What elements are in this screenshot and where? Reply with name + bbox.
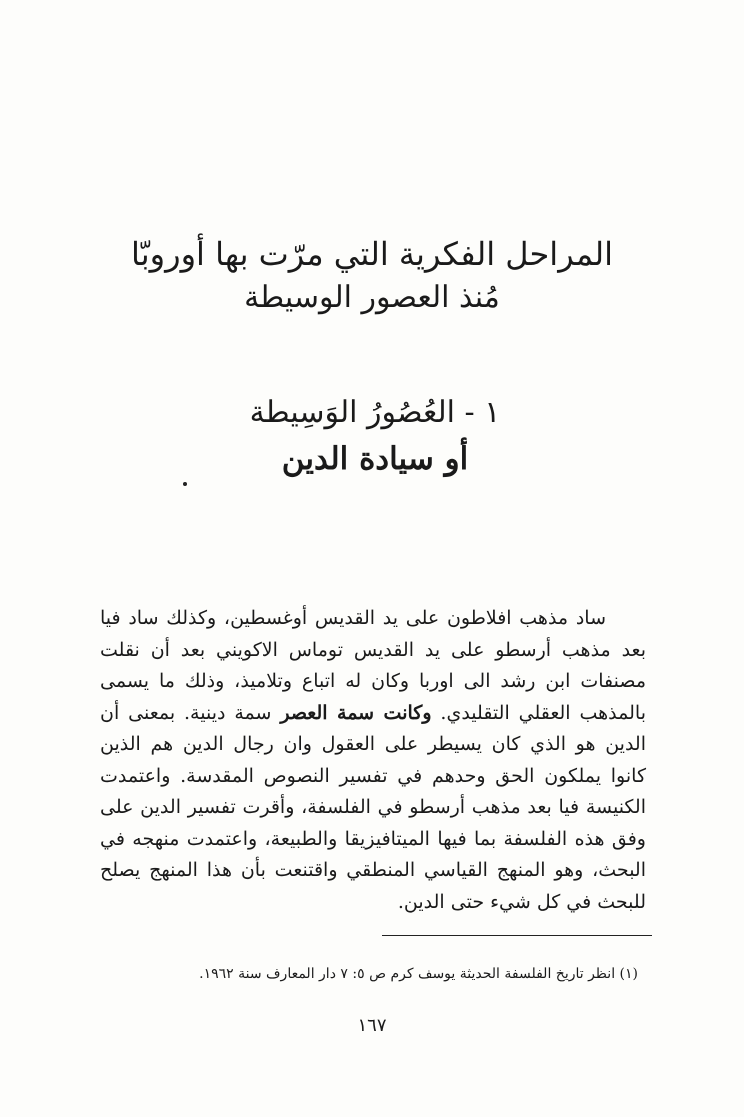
chapter-title-line-1: المراحل الفكرية التي مرّت بها أوروبّا (131, 235, 613, 273)
section-heading (180, 390, 570, 482)
footnote-divider (382, 935, 652, 936)
stray-dot-mark (183, 482, 187, 486)
footnote: (١) انظر تاريخ الفلسفة الحديثة يوسف كرم ص ٥: ٧ دار المعارف سنة ١٩٦٢. (199, 966, 638, 982)
chapter-title-line-2: مُنذ العصور الوسيطة (244, 280, 500, 315)
section-number-title: ١ - العُصُورُ الوَسِيطة (249, 395, 501, 430)
body-text-rest: سمة دينية. بمعنى أن الدين هو الذي كان يسيطر على العقول وان رجال الدين هم الذين كانوا يملكون الحق وحدهم في تفسير النصوص المقدسة. واعتمدت الكنيسة فيا بعد مذهب أرسطو في الفلسفة، وأقرت تفسير الدين على وفق هذه الفلسفة بما فيها الميتافيزيقا والطبيعة، واعتمدت منهجه في البحث، وهو المنهج القياسي المنطقي واقتنعت بأن هذا المنهج يصلح للبحث في كل شيء حتى الدين. (100, 701, 646, 913)
chapter-title (0, 232, 744, 320)
body-bold-phrase: وكانت سمة العصر (280, 701, 432, 724)
page-number: ١٦٧ (357, 1015, 387, 1036)
section-subtitle: أو سيادة الدين (281, 441, 469, 477)
body-paragraph (100, 603, 646, 918)
body-text-start: ساد مذهب افلاطون على يد القديس أوغسطين، وكذلك ساد فيا بعد مذهب أرسطو على يد القديس توماس الاكويني بعد أن نقلت مصنفات ابن رشد الى اوربا وكان له اتباع وتلاميذ، وذلك ما يسمى بالمذهب العقلي التقليدي. (100, 607, 646, 724)
